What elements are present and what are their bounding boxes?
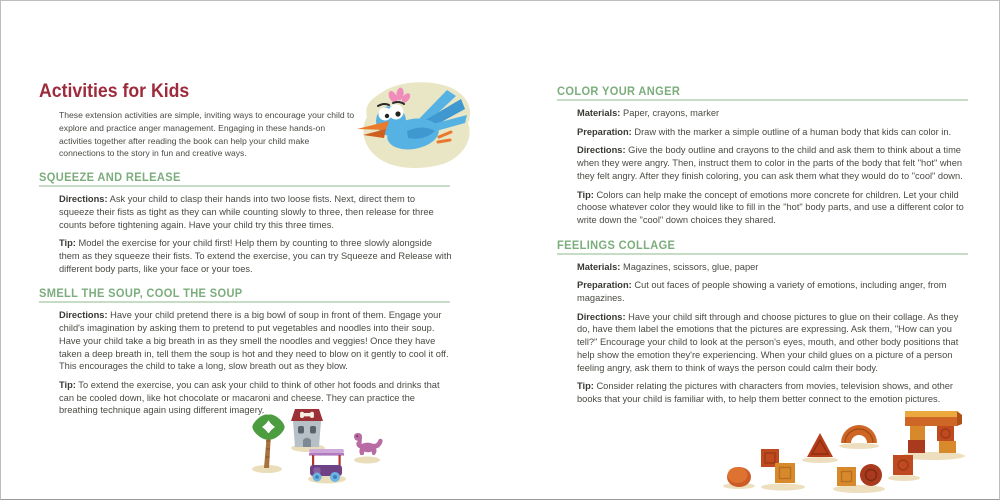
paragraph-text: To extend the exercise, you can ask your child to think of other hot foods and drinks that can be cooled down, like hot chocolate or macaroni and cheese. They can practice the breathing technique again using different imagery. [59, 379, 440, 416]
directions-paragraph [577, 144, 970, 182]
dog-house-icon [291, 409, 323, 447]
stacked-cubes-icon [761, 449, 795, 483]
intro-paragraph: These extension activities are simple, inviting ways to encourage your child to explore and practice anger management. Engaging in these hands-on activities together after reading the book can help your child make connections to the story in fun and creative ways. [59, 110, 355, 159]
arch-block-icon [841, 425, 877, 443]
dinosaur-toy-icon [354, 433, 383, 455]
paragraph-label: Preparation: [577, 280, 632, 291]
paragraph-text: Colors can help make the concept of emotions more concrete for children. Let your child choose whatever color they would like to fill in the "hot" body parts, and use a different color to write down the "cool" down choices they shared. [577, 189, 964, 225]
toys-illustration-icon [251, 407, 385, 485]
section-heading-text: FEELINGS COLLAGE [557, 237, 676, 252]
paragraph-label: Materials: [577, 108, 621, 118]
bridge-blocks-icon [905, 411, 962, 453]
materials-paragraph [577, 107, 970, 120]
section-heading [557, 239, 968, 255]
section-heading [39, 287, 450, 303]
circle-cube-icon [893, 455, 913, 475]
section-squeeze-and-release [39, 171, 450, 275]
pyramid-block-icon [807, 433, 833, 457]
section-heading-text: COLOR YOUR ANGER [557, 84, 681, 98]
paragraph-label: Directions: [59, 310, 108, 321]
section-heading-text: SQUEEZE AND RELEASE [39, 170, 181, 185]
paragraph-text: Have your child pretend there is a big bowl of soup in front of them. Engage your child's imagination by asking them to pretend to put vegetables and noodles into their soup. Have your child take a big breath in as they smell the noodles and veggies! Once they have taken a deep breath in, tell them the soup is hot and they need to blow on it gently to cool it off. This encourages the child to take a long, slow breath out as they blow. [59, 310, 449, 372]
paragraph-text: Have your child sift through and choose pictures to glue on their collage. As they do, have them label the emotions that the pictures are expressing. Ask them, "How can you tell?" Encourage your child to look at the person's eyes, mouth, and other body positions that help show the emotion they're experiencing. When your child glues on a picture of a person feeling angry, ask them to think of ways the person could calm their body. [577, 311, 959, 373]
section-heading [557, 85, 968, 101]
paragraph-text: Ask your child to clasp their hands into two loose fists. Next, direct them to squeeze their fists as tight as they can while counting slowly to three, then release for three counts before tightening again. Have your child try this three times. [59, 194, 434, 230]
paragraph-text: Magazines, scissors, glue, paper [623, 261, 759, 272]
materials-paragraph [577, 261, 970, 274]
wooden-blocks-illustration-icon [699, 397, 991, 497]
paragraph-text: Cut out faces of people showing a variety of emotions, including anger, from magazines. [577, 280, 947, 304]
directions-paragraph [577, 311, 970, 375]
paragraph-label: Tip: [577, 381, 594, 392]
paragraph-text: Consider relating the pictures with characters from movies, television shows, and other books that your child is familiar with, to help them better connect to the emotion pictures. [577, 381, 954, 404]
paragraph-label: Directions: [577, 311, 626, 322]
tip-paragraph [577, 189, 970, 227]
paragraph-label: Tip: [577, 189, 594, 200]
paragraph-label: Tip: [59, 379, 76, 390]
paragraph-label: Preparation: [577, 126, 632, 137]
section-smell-the-soup [39, 287, 450, 417]
directions-paragraph [59, 309, 452, 373]
paragraph-text: Draw with the marker a simple outline of a human body that kids can color in. [634, 126, 952, 137]
palm-tree-icon [251, 412, 287, 468]
preparation-paragraph [577, 126, 970, 139]
section-color-your-anger [557, 85, 968, 227]
page-title: Activities for Kids [39, 81, 190, 102]
preparation-paragraph [577, 279, 970, 304]
paragraph-label: Materials: [577, 261, 621, 272]
directions-paragraph [59, 193, 452, 231]
cube-and-cylinder-icon [837, 464, 882, 486]
section-feelings-collage [557, 239, 968, 406]
paragraph-label: Directions: [59, 194, 108, 205]
disc-block-icon [727, 467, 751, 487]
right-page [557, 85, 968, 406]
paragraph-text: Paper, crayons, marker [623, 108, 720, 118]
tip-paragraph [59, 237, 452, 275]
paragraph-label: Directions: [577, 145, 626, 156]
paragraph-text: Model the exercise for your child first! Help them by counting to three slowly alongside them as they squeeze their fists. To extend the exercise, you can try Squeeze and Release with different body parts, like your face or your toes. [59, 238, 452, 274]
section-heading-text: SMELL THE SOUP, COOL THE SOUP [39, 286, 243, 301]
section-heading [39, 171, 450, 187]
paragraph-label: Tip: [59, 238, 76, 249]
bluebird-illustration-icon [351, 77, 479, 173]
paragraph-text: Give the body outline and crayons to the child and ask them to think about a time when they were angry. Then, instruct them to color in the parts of the body that felt "hot" when they felt angry. After they finish coloring, you can ask them what they would do to "cool" down. [577, 145, 963, 181]
